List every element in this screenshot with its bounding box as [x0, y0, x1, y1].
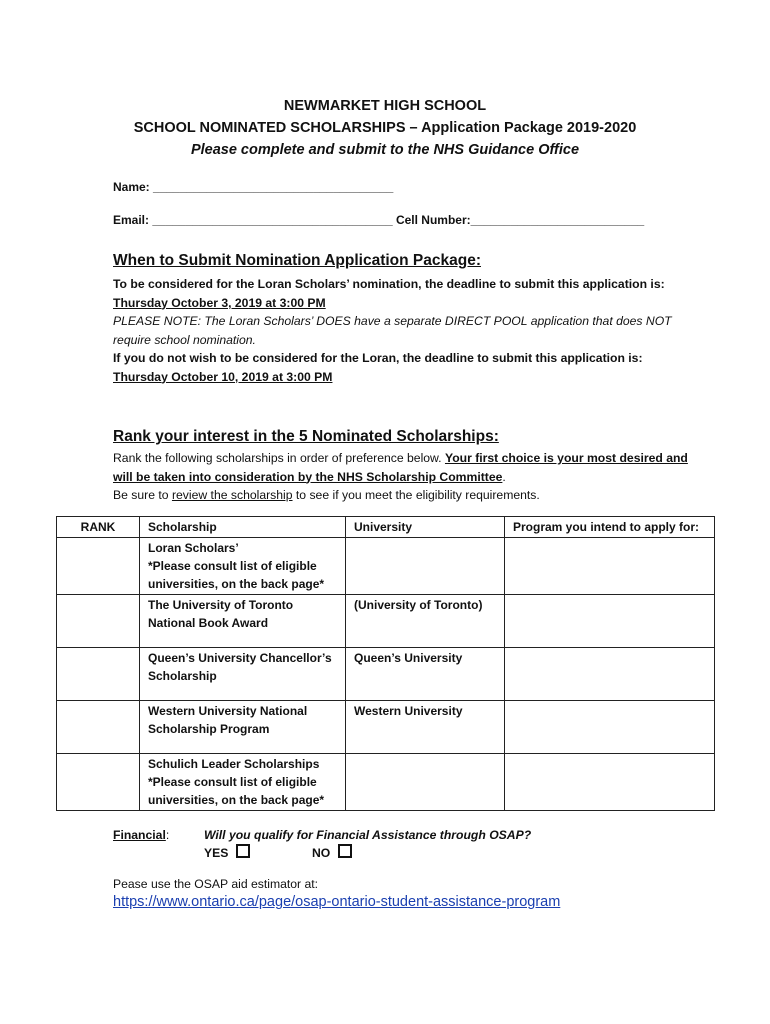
program-cell[interactable]: [505, 701, 715, 754]
program-cell[interactable]: [505, 595, 715, 648]
loran-deadline-text: [113, 275, 693, 312]
direct-pool-note: PLEASE NOTE: The Loran Scholars’ DOES have a separate DIRECT POOL application that does NOT require school nomination.: [113, 314, 672, 347]
scholarship-cell: Western University National Scholarship Program: [140, 701, 346, 754]
email-input-line[interactable]: ____________________________________: [152, 213, 393, 227]
cell-input-line[interactable]: __________________________: [470, 213, 645, 227]
rank-cell[interactable]: [57, 701, 140, 754]
submit-section-body: [113, 275, 693, 386]
table-header-row: [57, 517, 715, 538]
school-name: NEWMARKET HIGH SCHOOL: [283, 98, 487, 114]
university-cell: [346, 538, 505, 595]
table-row: [57, 595, 715, 648]
program-cell[interactable]: [505, 538, 715, 595]
name-field-row: [113, 180, 393, 194]
scholarship-column-header: Scholarship: [140, 517, 346, 538]
rank-intro-text: Rank the following scholarships in order of preference below.: [113, 451, 445, 465]
name-input-line[interactable]: ____________________________________: [153, 180, 394, 194]
table-row: [57, 648, 715, 701]
rank-column-header: RANK: [57, 517, 140, 538]
financial-label-colon: :: [165, 828, 170, 842]
osap-link[interactable]: https://www.ontario.ca/page/osap-ontario-student-assistance-program: [113, 894, 561, 910]
document-title: SCHOOL NOMINATED SCHOLARSHIPS – Application Package 2019-2020: [133, 120, 637, 136]
general-deadline-text: [113, 349, 693, 386]
university-cell: (University of Toronto): [346, 595, 505, 648]
document-header: [0, 95, 770, 161]
scholarship-cell: Schulich Leader Scholarships *Please consult list of eligible universities, on the back page*: [140, 754, 346, 811]
program-cell[interactable]: [505, 754, 715, 811]
financial-label: [113, 826, 169, 844]
eligibility-text-a: Be sure to: [113, 488, 172, 502]
no-option: [312, 844, 352, 862]
general-deadline-date: Thursday October 10, 2019 at 3:00 PM: [113, 369, 333, 384]
no-checkbox[interactable]: [338, 844, 352, 858]
university-cell: Western University: [346, 701, 505, 754]
eligibility-text-b: to see if you meet the eligibility requirements.: [292, 488, 540, 502]
no-label: NO: [312, 846, 331, 860]
scholarship-cell: Loran Scholars’ *Please consult list of eligible universities, on the back page*: [140, 538, 346, 595]
university-cell: [346, 754, 505, 811]
email-field-row: [113, 213, 644, 227]
financial-label-text: Financial: [113, 828, 166, 842]
university-cell: Queen’s University: [346, 648, 505, 701]
osap-estimator-note: Pease use the OSAP aid estimator at:: [113, 877, 319, 891]
rank-intro-period: .: [502, 469, 506, 484]
rank-first-choice-note: Your first choice is your most desired and will be taken into consideration by the NHS Scholarship Committee: [113, 451, 688, 484]
loran-deadline-intro: To be considered for the Loran Scholars’ nomination, the deadline to submit this application is:: [113, 277, 665, 291]
yes-checkbox[interactable]: [236, 844, 250, 858]
rank-cell[interactable]: [57, 538, 140, 595]
yes-option: [204, 844, 250, 862]
program-cell[interactable]: [505, 648, 715, 701]
university-column-header: University: [346, 517, 505, 538]
eligibility-note: [113, 486, 693, 505]
email-label: Email:: [113, 213, 150, 227]
document-subtitle: Please complete and submit to the NHS Guidance Office: [190, 142, 580, 158]
loran-deadline-date: Thursday October 3, 2019 at 3:00 PM: [113, 295, 326, 310]
table-row: [57, 538, 715, 595]
scholarship-ranking-table: [56, 516, 715, 811]
table-row: [57, 754, 715, 811]
scholarship-cell: Queen’s University Chancellor’s Scholarship: [140, 648, 346, 701]
general-deadline-intro: If you do not wish to be considered for the Loran, the deadline to submit this application is:: [113, 351, 643, 365]
scholarship-cell: The University of Toronto National Book Award: [140, 595, 346, 648]
rank-section-heading: Rank your interest in the 5 Nominated Scholarships:: [113, 428, 499, 445]
rank-cell[interactable]: [57, 648, 140, 701]
yes-label: YES: [204, 846, 229, 860]
osap-question: Will you qualify for Financial Assistance through OSAP?: [204, 828, 532, 842]
cell-label: Cell Number:: [395, 213, 471, 227]
name-label: Name:: [113, 180, 150, 194]
review-scholarship-link[interactable]: review the scholarship: [171, 488, 293, 502]
rank-section-body: [113, 449, 693, 505]
table-row: [57, 701, 715, 754]
program-column-header: Program you intend to apply for:: [505, 517, 715, 538]
rank-instructions: [113, 449, 693, 486]
rank-cell[interactable]: [57, 754, 140, 811]
submit-section-heading: When to Submit Nomination Application Package:: [113, 252, 481, 269]
rank-cell[interactable]: [57, 595, 140, 648]
